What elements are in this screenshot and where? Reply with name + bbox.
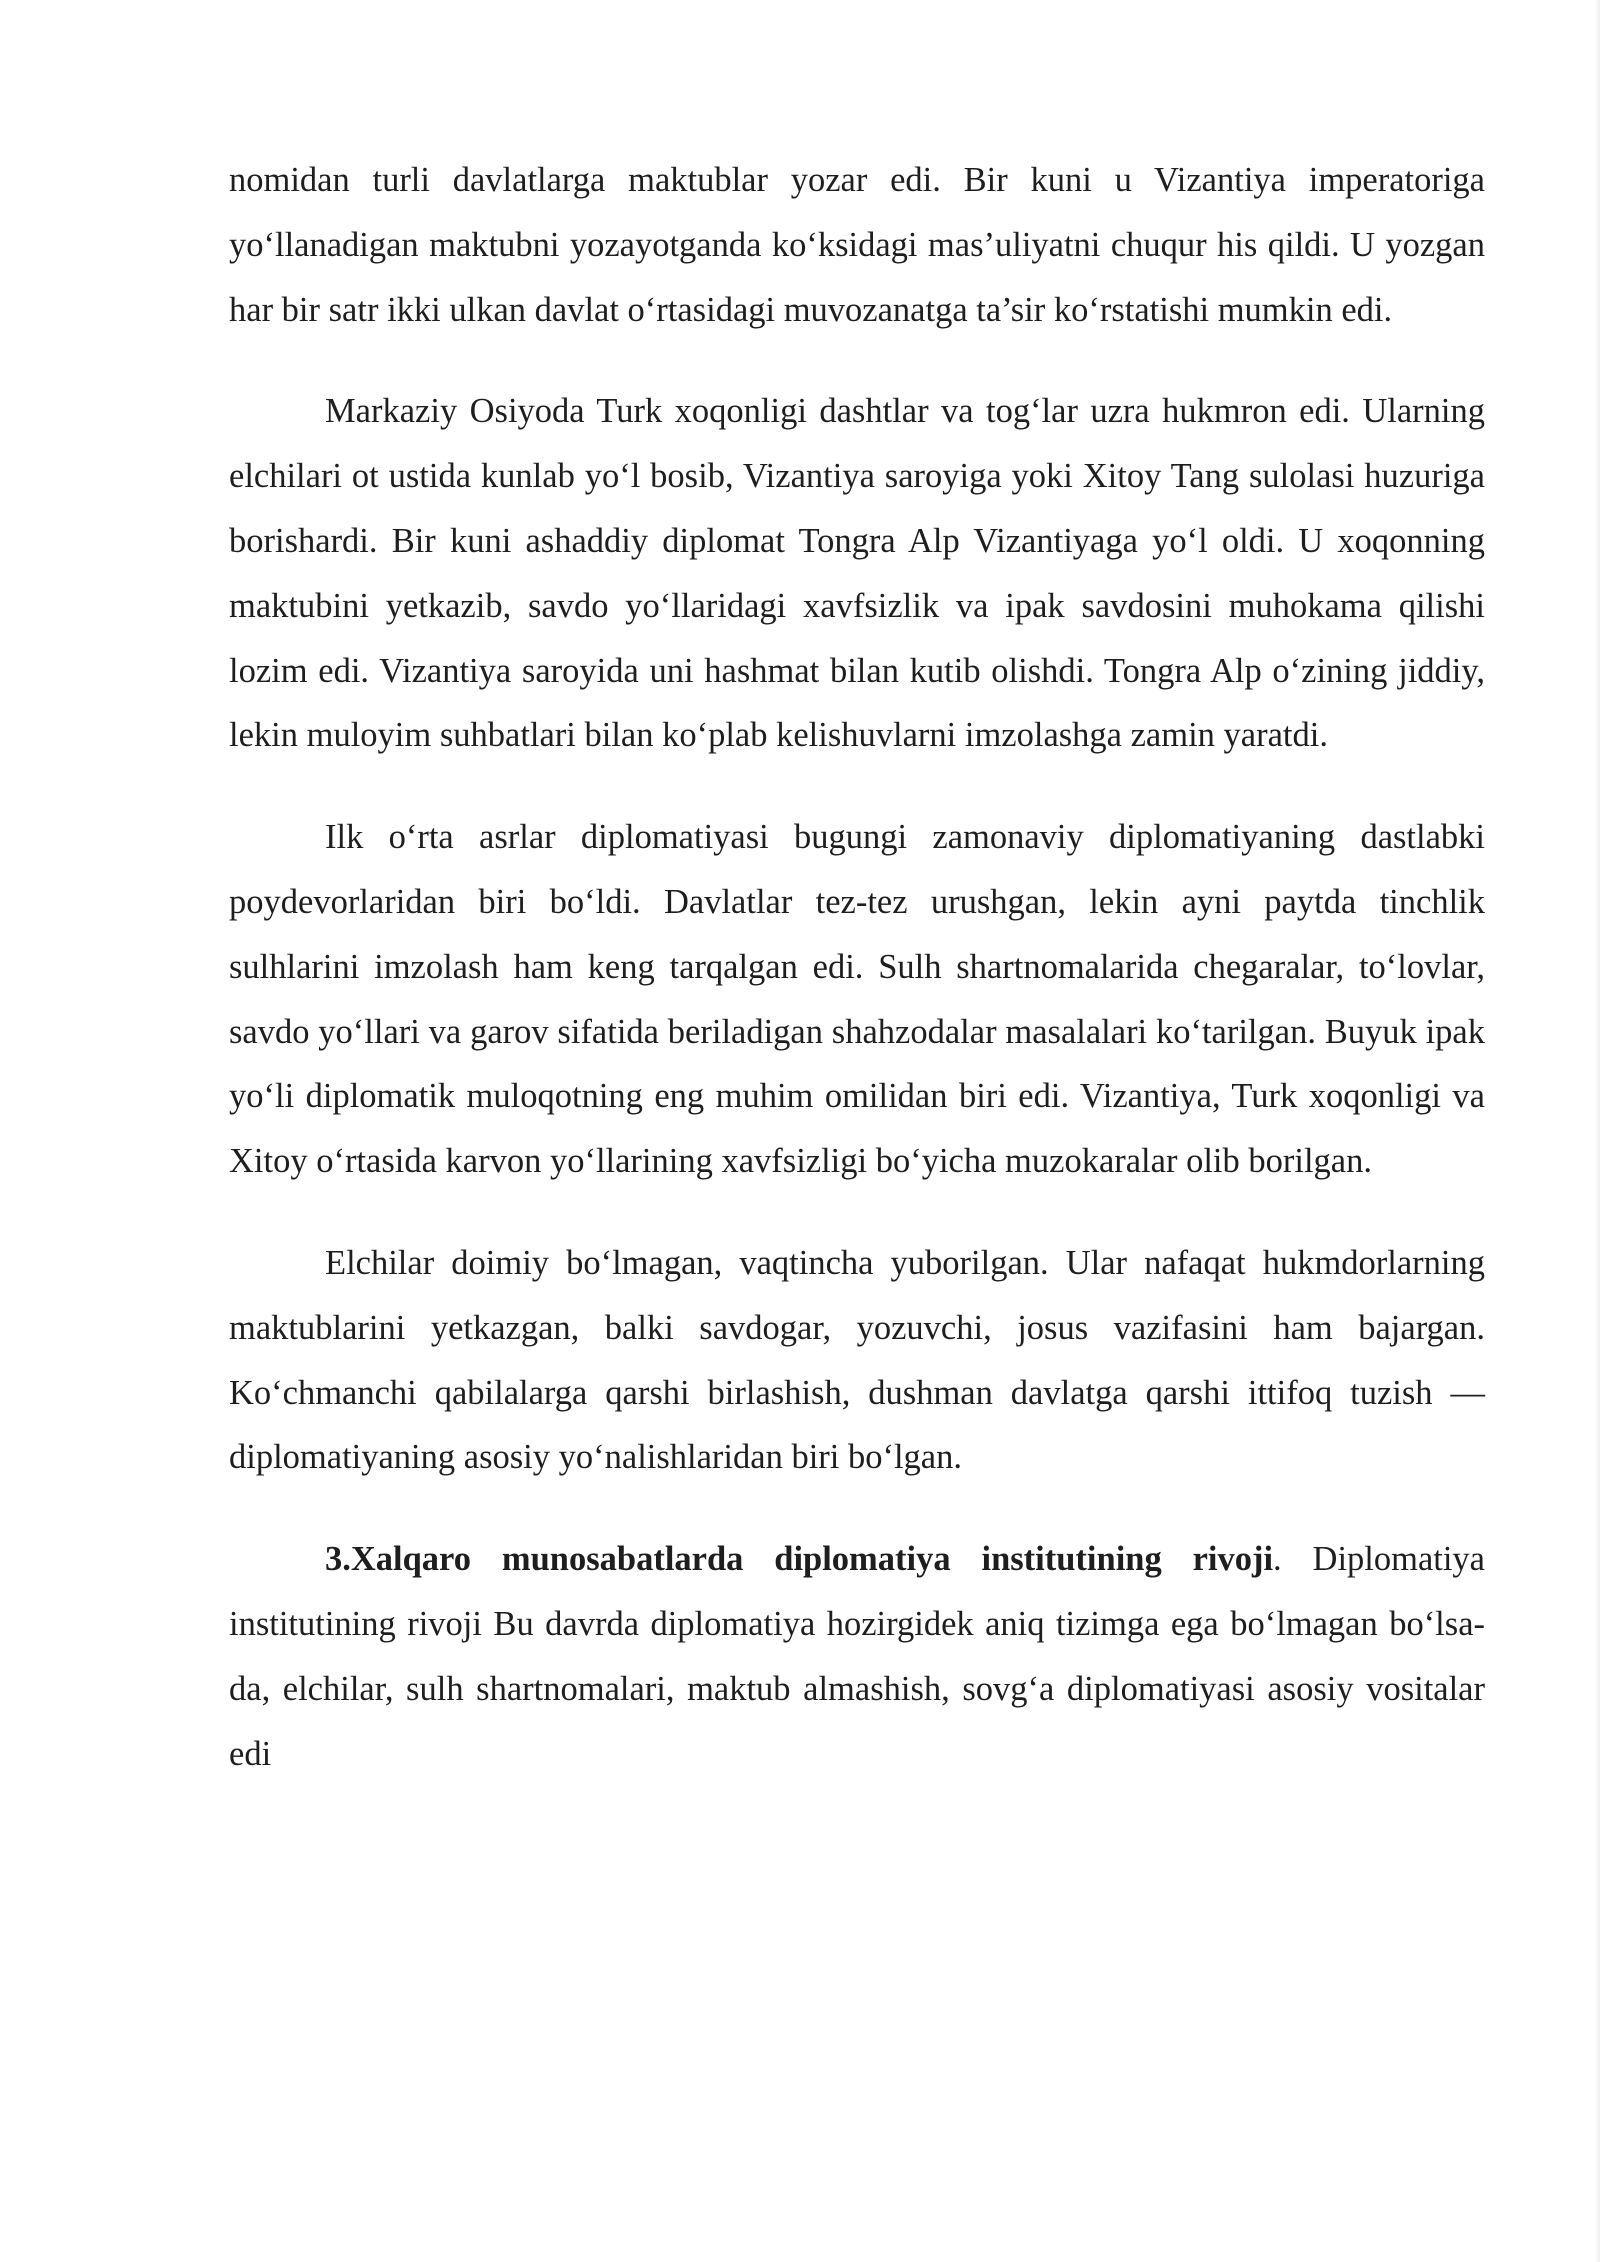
paragraph-section-3	[229, 1527, 1485, 1786]
document-body	[229, 148, 1485, 1786]
paragraph-turk-khaganate: Markaziy Osiyoda Turk xoqonligi dashtlar va tog‘lar uzra hukmron edi. Ularning elchilari ot ustida kunlab yo‘l bosib, Vizantiya saroyiga yoki Xitoy Tang sulolasi huzuriga borishardi. Bir kuni ashaddiy diplomat Tongra Alp Vizantiyaga yo‘l oldi. U xoqonning maktubini yetkazib, savdo yo‘llaridagi xavfsizlik va ipak savdosini muhokama qilishi lozim edi. Vizantiya saroyida uni hashmat bilan kutib olishdi. Tongra Alp o‘zining jiddiy, lekin muloyim suhbatlari bilan ko‘plab kelishuvlarni imzolashga zamin yaratdi.	[229, 392, 1485, 755]
paragraph-continuation: nomidan turli davlatlarga maktublar yozar edi. Bir kuni u Vizantiya imperatoriga yo‘llanadigan maktubni yozayotganda ko‘ksidagi mas’uliyatni chuqur his qildi. U yozgan har bir satr ikki ulkan davlat o‘rtasidagi muvozanatga ta’sir ko‘rstatishi mumkin edi.	[229, 161, 1485, 329]
page-edge-shadow	[1594, 0, 1600, 2262]
section-text: . Diplomatiya institutining rivoji Bu davrda diplomatiya hozirgidek aniq tizimga ega bo‘lmagan bo‘lsa-da, elchilar, sulh shartnomalari, maktub almashish, sovg‘a diplomatiyasi asosiy vositalar edi	[229, 1540, 1485, 1773]
section-heading: 3.Xalqaro munosabatlarda diplomatiya institutining rivoji	[325, 1540, 1274, 1579]
paragraph-envoys: Elchilar doimiy bo‘lmagan, vaqtincha yuborilgan. Ular nafaqat hukmdorlarning maktublarini yetkazgan, balki savdogar, yozuvchi, josus vazifasini ham bajargan. Ko‘chmanchi qabilalarga qarshi birlashish, dushman davlatga qarshi ittifoq tuzish — diplomatiyaning asosiy yo‘nalishlaridan biri bo‘lgan.	[229, 1243, 1485, 1477]
paragraph-early-medieval-diplomacy: Ilk o‘rta asrlar diplomatiyasi bugungi zamonaviy diplomatiyaning dastlabki poydevorlaridan biri bo‘ldi. Davlatlar tez-tez urushgan, lekin ayni paytda tinchlik sulhlarini imzolash ham keng tarqalgan edi. Sulh shartnomalarida chegaralar, to‘lovlar, savdo yo‘llari va garov sifatida beriladigan shahzodalar masalalari ko‘tarilgan. Buyuk ipak yo‘li diplomatik muloqotning eng muhim omilidan biri edi. Vizantiya, Turk xoqonligi va Xitoy o‘rtasida karvon yo‘llarining xavfsizligi bo‘yicha muzokaralar olib borilgan.	[229, 818, 1485, 1181]
